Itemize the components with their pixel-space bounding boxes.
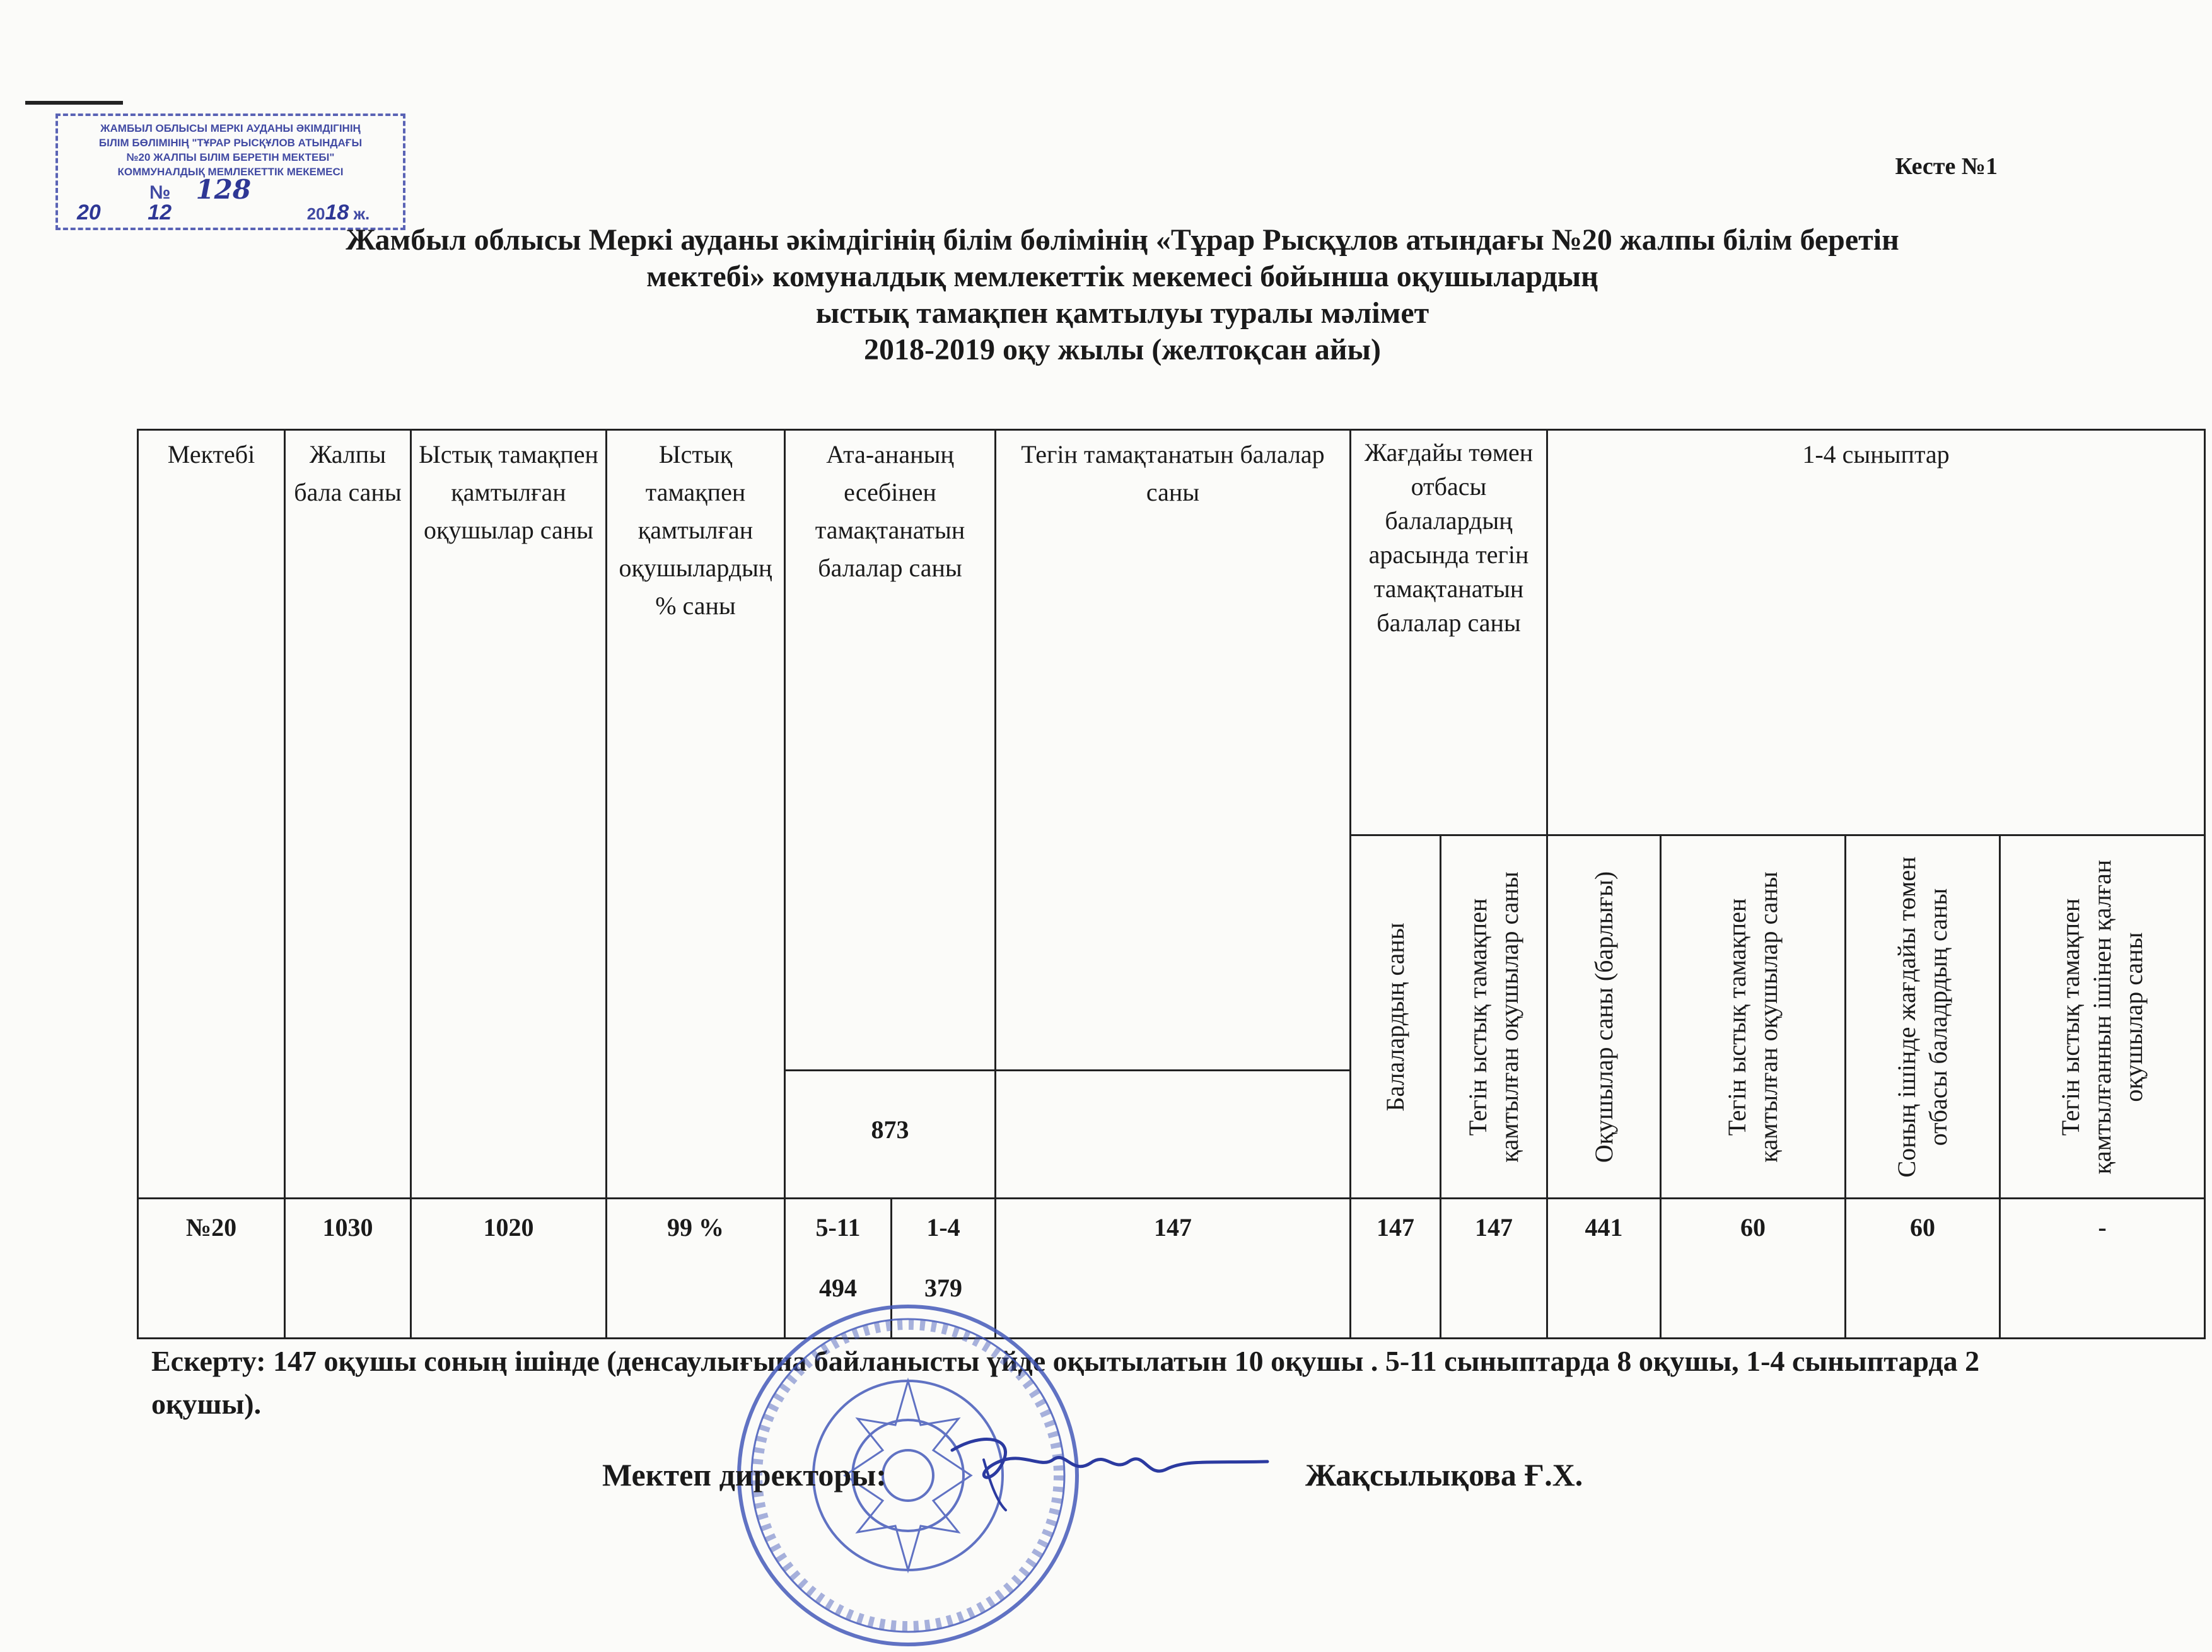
cell-parents-senior-grade: 5-11 [815, 1213, 861, 1242]
header-lowincome: Жағдайы төмен отбасы балалардың арасында тегін тамақтанатын балалар саны [1349, 429, 1548, 836]
stamp-date-month: 12 [148, 201, 172, 224]
header-v3-text: Оқушылар саны (барлығы) [1589, 871, 1618, 1163]
header-v2-text: Тегін ыстық тамақпен қамтылған оқушылар саны [1464, 871, 1523, 1163]
stamp-line: КОММУНАЛДЫҚ МЕМЛЕКЕТТІК МЕКЕМЕСІ [117, 166, 344, 178]
title-line: ыстық тамақпен қамтылуы туралы мәлімет [815, 296, 1429, 330]
cell-total: 1030 [284, 1197, 412, 1339]
cell-grade-students: 441 [1546, 1197, 1662, 1339]
stamp-date [77, 201, 392, 224]
cell-parents-junior-value: 379 [924, 1274, 962, 1302]
header-covered: Ыстық тамақпен қамтылған оқушылар саны [410, 429, 607, 1199]
header-free: Тегін тамақтанатын балалар саны [994, 429, 1351, 1071]
header-v6-text: Тегін ыстық тамақпен қамтылғаннын ішінен қалған оқушылар саны [2056, 859, 2148, 1174]
header-grades: 1-4 сыныптар [1546, 429, 2206, 836]
title-line: мектебі» комуналдық мемлекеттік мекемесі бойынша оқушылардың [646, 260, 1598, 293]
scan-artifact [25, 101, 123, 105]
header-v1 [1349, 834, 1441, 1199]
stamp-date-year: 18 [325, 201, 349, 224]
title-line: 2018-2019 оқу жылы (желтоқсан айы) [864, 333, 1381, 366]
stamp-line: №20 ЖАЛПЫ БІЛІМ БЕРЕТІН МЕКТЕБІ" [126, 151, 335, 163]
document-title [145, 222, 2100, 368]
header-v5-text: Соның ішінде жағдайы төмен отбасы баладрдың саны [1892, 856, 1952, 1178]
cell-covered: 1020 [410, 1197, 607, 1339]
stamp-date-year-prefix: 20 [306, 204, 325, 223]
header-v6 [1999, 834, 2206, 1199]
header-v4-text: Тегін ыстық тамақпен қамтылған оқушылар саны [1723, 871, 1783, 1163]
header-free-blank [994, 1069, 1351, 1199]
stamp-number-prefix: № [149, 182, 171, 203]
stamp-number [149, 174, 252, 205]
director-label: Мектеп директоры: [602, 1457, 887, 1492]
cell-free: 147 [994, 1197, 1351, 1339]
cell-school: №20 [137, 1197, 286, 1339]
header-parents: Ата-ананың есебінен тамақтанатын балалар саны [784, 429, 996, 1071]
header-v1-text: Балалардың саны [1381, 922, 1409, 1112]
title-line: Жамбыл облысы Меркі ауданы әкімдігінің білім бөлімінің «Тұрар Рысқұлов атындағы №20 жалпы білім беретін [346, 223, 1899, 257]
cell-low-children: 147 [1349, 1197, 1441, 1339]
header-parents-total: 873 [784, 1069, 996, 1199]
header-percent: Ыстық тамақпен қамтылған оқушылардың % саны [605, 429, 786, 1199]
cell-parents-junior-grade: 1-4 [926, 1213, 960, 1242]
header-school: Мектебі [137, 429, 286, 1199]
cell-grade-low: 60 [1844, 1197, 2001, 1339]
table-label: Кесте №1 [1895, 153, 1998, 180]
cell-grade-free: 60 [1660, 1197, 1846, 1339]
header-v2 [1440, 834, 1548, 1199]
footnote: Ескерту: 147 оқушы соның ішінде (денсаулығына байланысты үйде оқытылатын 10 оқушы . 5-11 сыныптарда 8 оқушы, 1-4 сыныптарда 2 оқушы). [151, 1345, 1980, 1420]
director-signature [946, 1425, 1274, 1513]
cell-parents-senior-value: 494 [819, 1274, 857, 1302]
stamp-date-day: 20 [77, 201, 101, 224]
stamp-line: БІЛІМ БӨЛІМІНІҢ "ТҰРАР РЫСҚҰЛОВ АТЫНДАҒЫ [98, 137, 363, 149]
director-name: Жақсылықова Ғ.Х. [1305, 1457, 1583, 1492]
header-v3 [1546, 834, 1662, 1199]
cell-low-free: 147 [1440, 1197, 1548, 1339]
header-v4 [1660, 834, 1846, 1199]
header-v5 [1844, 834, 2001, 1199]
stamp-date-suffix: ж. [353, 204, 370, 223]
cell-grade-rest: - [1999, 1197, 2206, 1339]
registration-stamp [55, 113, 405, 230]
stamp-number-value: 128 [195, 174, 252, 205]
header-total: Жалпы бала саны [284, 429, 412, 1199]
stamp-line: ЖАМБЫЛ ОБЛЫСЫ МЕРКІ АУДАНЫ ӘКІМДІГІНІҢ [100, 122, 361, 134]
cell-percent: 99 % [605, 1197, 786, 1339]
